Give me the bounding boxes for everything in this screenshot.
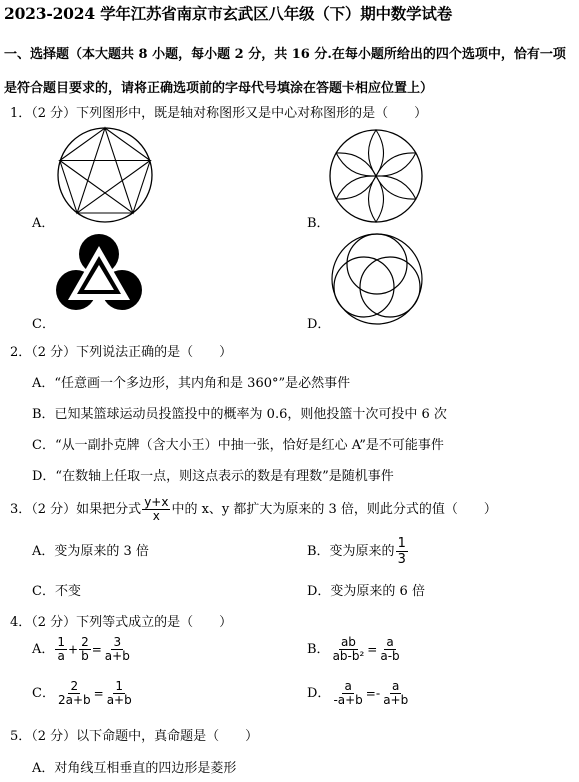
q4-d-n1: a [344, 679, 352, 693]
q3-frac-den: x [152, 509, 160, 523]
q4-d-eq: =- [365, 686, 381, 701]
q3-stem [10, 496, 497, 523]
q3-option-a: A．变为原来的 3 倍 [32, 544, 149, 559]
q3-stem-post: 中的 x、y 都扩大为原来的 3 倍，则此分式的值（ ） [171, 502, 497, 517]
q4-a-d2: b [81, 649, 89, 663]
q4-option-b-label: B． [307, 642, 330, 657]
q3-option-b-den: 3 [397, 552, 406, 567]
q4-b-frac2 [378, 636, 401, 663]
q4-option-a [32, 636, 133, 663]
q3-option-b-fraction [396, 536, 408, 567]
q1-stem: 1．（2 分）下列图形中，既是轴对称图形又是中心对称图形的是（ ） [10, 106, 428, 121]
q4-a-n2: 2 [81, 635, 89, 649]
q4-option-d-label: D． [307, 686, 331, 701]
q1-figure-d-circles-icon [330, 232, 424, 326]
q4-c-d1: 2a+b [57, 693, 91, 707]
section-heading: 一、选择题（本大题共 8 小题，每小题 2 分，共 16 分.在每小题所给出的四个选项中，恰有一项是符合题目要求的，请将正确选项前的字母代号填涂在答题卡相应位置上） [4, 47, 566, 96]
q4-a-d1: a [57, 649, 65, 663]
q4-d-d2: a+b [383, 693, 409, 707]
q2-option-a: A．“任意画一个多边形，其内角和是 360°”是必然事件 [32, 376, 351, 391]
q4-option-c-label: C． [32, 686, 55, 701]
q1-option-a-label: A． [32, 216, 55, 231]
q4-c-eq: = [93, 686, 104, 701]
q4-b-eq: = [367, 642, 378, 657]
q3-option-c: C．不变 [32, 584, 81, 599]
q1-option-c-label: C． [32, 317, 55, 332]
q2-option-d: D．“在数轴上任取一点，则这点表示的数是有理数”是随机事件 [32, 469, 394, 484]
q3-option-d: D．变为原来的 6 倍 [307, 584, 425, 599]
q3-option-b-num: 1 [397, 536, 406, 551]
q3-frac-num: y+x [144, 495, 169, 509]
q4-d-frac1 [331, 680, 364, 707]
q2-option-b: B．已知某篮球运动员投篮投中的概率为 0.6，则他投篮十次可投中 6 次 [32, 407, 447, 422]
q1-figure-b-flower-icon [328, 128, 424, 224]
q4-a-frac3 [103, 636, 132, 663]
q4-d-n2: a [392, 679, 400, 693]
q4-a-eq: = [91, 642, 102, 657]
q4-a-d3: a+b [104, 649, 130, 663]
q3-option-b [307, 536, 409, 567]
q4-a-n3: 3 [113, 635, 122, 649]
q3-stem-pre: 3．（2 分）如果把分式 [10, 502, 142, 517]
q4-c-d2: a+b [106, 693, 132, 707]
q1-figure-c-triangle-icon [54, 232, 144, 312]
q4-d-d1: -a+b [333, 693, 363, 707]
q4-a-n1: 1 [57, 635, 66, 649]
q4-b-n1: ab [340, 635, 356, 649]
q4-a-frac1 [55, 636, 67, 663]
q4-d-frac2 [381, 680, 410, 707]
q4-option-a-label: A． [32, 642, 55, 657]
q4-a-op: + [68, 642, 79, 657]
q3-fraction [142, 496, 170, 523]
q3-option-b-text: B．变为原来的 [307, 544, 395, 559]
q4-c-frac2 [105, 680, 134, 707]
q5-option-a: A．对角线互相垂直的四边形是菱形 [32, 761, 237, 776]
q4-option-c [32, 680, 135, 707]
q1-option-b-label: B． [307, 216, 330, 231]
q4-c-n2: 1 [115, 679, 124, 693]
q1-figure-a-star-icon [55, 126, 155, 224]
q1-option-d-label: D． [307, 317, 331, 332]
q4-a-frac2 [79, 636, 91, 663]
q4-b-n2: a [386, 635, 394, 649]
q2-stem: 2．（2 分）下列说法正确的是（ ） [10, 345, 233, 360]
q5-stem: 5．（2 分）以下命题中，真命题是（ ） [10, 729, 259, 744]
q2-option-c: C．“从一副扑克牌（含大小王）中抽一张，恰好是红心 A”是不可能事件 [32, 438, 444, 453]
q4-b-d1: ab-b² [332, 649, 365, 663]
q4-c-frac1 [56, 680, 93, 707]
q4-b-frac1 [331, 636, 367, 663]
q4-b-d2: a-b [380, 649, 400, 663]
exam-title: 2023-2024 学年江苏省南京市玄武区八年级（下）期中数学试卷 [4, 4, 453, 23]
q4-option-d [307, 680, 411, 707]
q4-option-b [307, 636, 403, 663]
q4-stem: 4．（2 分）下列等式成立的是（ ） [10, 615, 233, 630]
q4-c-n1: 2 [70, 679, 79, 693]
